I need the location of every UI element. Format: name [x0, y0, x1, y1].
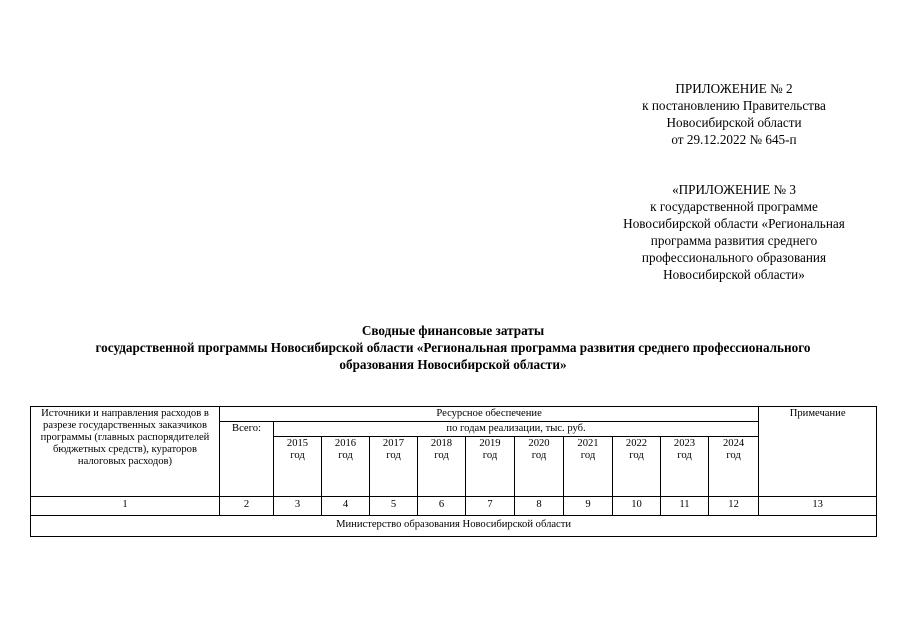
column-number: 1	[31, 497, 220, 516]
year-header	[564, 437, 613, 497]
year-header	[322, 437, 370, 497]
appendix-3-line-1: «ПРИЛОЖЕНИЕ № 3	[672, 182, 796, 197]
header-row-1	[31, 407, 877, 422]
year-unit: год	[386, 450, 401, 461]
financial-costs-table	[30, 406, 877, 537]
year-unit: год	[580, 450, 596, 461]
column-number: 12	[709, 497, 759, 516]
column-number: 7	[466, 497, 515, 516]
column-number: 9	[564, 497, 613, 516]
column-number-row	[31, 497, 877, 516]
year-header	[370, 437, 418, 497]
year-unit: год	[726, 450, 741, 461]
year-unit: год	[629, 450, 644, 461]
year-unit: год	[290, 450, 305, 461]
column-number: 8	[515, 497, 564, 516]
year-unit: год	[338, 450, 353, 461]
header-by-years: по годам реализации, тыс. руб.	[274, 422, 759, 437]
year-number: 2022	[625, 438, 648, 449]
year-number: 2018	[430, 438, 453, 449]
section-row-ministry	[31, 516, 877, 537]
appendix-2-line-3: Новосибирской области	[666, 115, 802, 130]
header-resources: Ресурсное обеспечение	[220, 407, 759, 422]
appendix-3-line-4: программа развития среднего	[650, 233, 818, 248]
document-title-line-1: Сводные финансовые затраты	[361, 323, 545, 338]
year-number: 2015	[286, 438, 309, 449]
column-number: 13	[759, 497, 877, 516]
year-unit: год	[531, 450, 547, 461]
appendix-3-line-6: Новосибирской области»	[663, 267, 805, 282]
appendix-3-line-3: Новосибирской области «Региональная	[623, 216, 845, 231]
year-header	[661, 437, 709, 497]
year-header	[418, 437, 466, 497]
year-number: 2017	[382, 438, 405, 449]
appendix-2-line-4: от 29.12.2022 № 645-п	[671, 132, 797, 147]
year-number: 2020	[528, 438, 550, 449]
appendix-2-header	[600, 80, 868, 148]
column-number: 10	[613, 497, 661, 516]
appendix-2-line-2: к постановлению Правительства	[642, 98, 826, 113]
appendix-2-line-1: ПРИЛОЖЕНИЕ № 2	[675, 81, 793, 96]
year-header	[515, 437, 564, 497]
appendix-3-header	[600, 181, 868, 283]
document-title-line-3: образования Новосибирской области»	[339, 357, 567, 372]
document-title-line-2: государственной программы Новосибирской области «Региональная программа развития среднего профессионального	[95, 340, 811, 355]
document-title	[20, 322, 886, 373]
year-header	[709, 437, 759, 497]
column-number: 4	[322, 497, 370, 516]
year-header	[613, 437, 661, 497]
column-number: 2	[220, 497, 274, 516]
year-number: 2024	[722, 438, 745, 449]
year-unit: год	[482, 450, 498, 461]
column-number: 5	[370, 497, 418, 516]
year-number: 2021	[577, 438, 599, 449]
header-sources: Источники и направления расходов в разрезе государственных заказчиков программы (главных распорядителей бюджетных средств), кураторов налоговых расходов)	[31, 407, 220, 497]
header-notes: Примечание	[759, 407, 877, 497]
column-number: 11	[661, 497, 709, 516]
year-number: 2016	[334, 438, 357, 449]
appendix-3-line-2: к государственной программе	[650, 199, 818, 214]
column-number: 6	[418, 497, 466, 516]
header-total: Всего:	[220, 422, 274, 497]
year-number: 2019	[479, 438, 501, 449]
year-number: 2023	[673, 438, 696, 449]
year-unit: год	[677, 450, 692, 461]
appendix-3-line-5: профессионального образования	[641, 250, 827, 265]
year-header	[466, 437, 515, 497]
year-header	[274, 437, 322, 497]
column-number: 3	[274, 497, 322, 516]
section-ministry-label: Министерство образования Новосибирской области	[31, 516, 877, 537]
year-unit: год	[434, 450, 449, 461]
